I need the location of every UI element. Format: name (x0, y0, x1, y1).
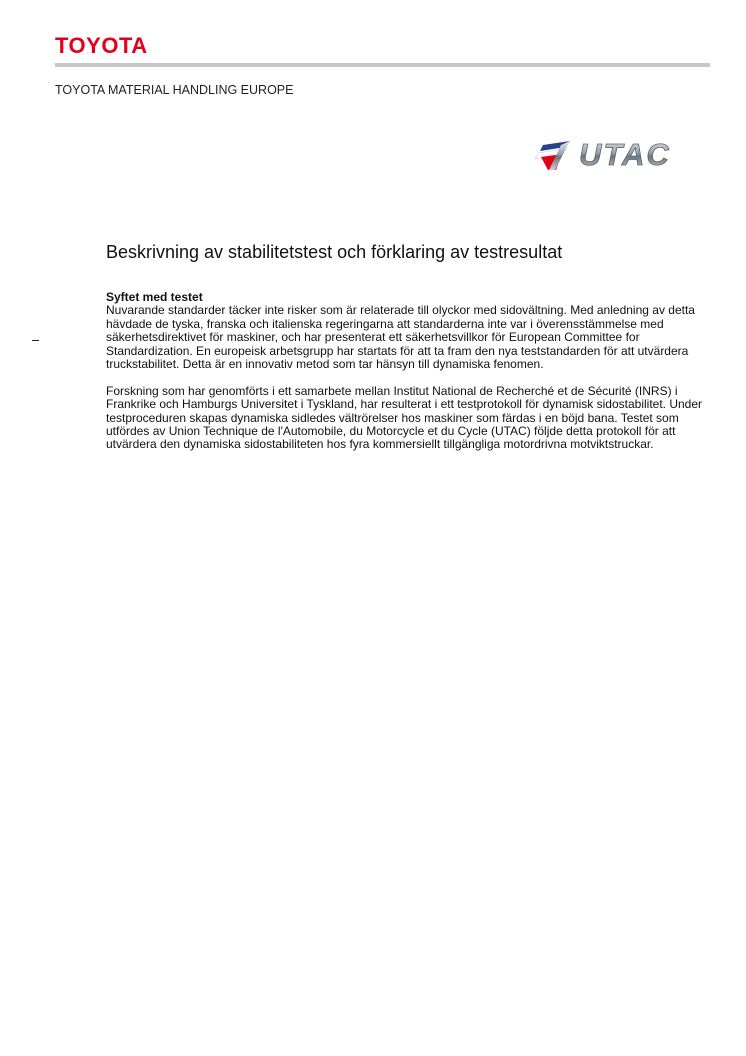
margin-mark (32, 340, 39, 341)
division-name: TOYOTA MATERIAL HANDLING EUROPE (55, 83, 294, 97)
section-purpose (106, 291, 718, 465)
utac-logo (535, 132, 710, 172)
utac-logo-text: UTAC (579, 137, 671, 172)
header-divider (55, 63, 710, 67)
page-title: Beskrivning av stabilitetstest och förklaring av testresultat (106, 242, 563, 262)
toyota-logo: TOYOTA (55, 33, 148, 58)
section-heading: Syftet med testet (106, 290, 203, 304)
paragraph-2: Forskning som har genomförts i ett samarbete mellan Institut National de Recherché et de Sécurité (INRS) i Frankrike och Hamburgs Universitet i Tyskland, har resulterat i ett testprotokoll för dynamisk sidostabilitet. Under testproceduren skapas dynamiska sidledes vältrörelser hos maskiner som färdas i en böjd bana. Testet som utfördes av Union Technique de l'Automobile, du Motorcycle et du Cycle (UTAC) följde detta protokoll för att utvärdera den dynamiska sidostabiliteten hos fyra kommersiellt tillgängliga motordrivna motviktstruckar. (106, 383, 703, 452)
paragraph-1: Nuvarande standarder täcker inte risker som är relaterade till olyckor med sidovältning. Med anledning av detta hävdade de tyska, franska och italienska regeringarna att standarderna inte var i överensstämmelse med säkerhetsdirektivet för maskiner, och har presenterat ett säkerhetsvillkor för European Committee for Standardization. En europeisk arbetsgrupp har startats för att ta fram den nya teststandarden för att utvärdera truckstabilitet. Detta är en innovativ metod som tar hänsyn till dynamiska fenomen. (106, 303, 695, 372)
flag-icon (535, 141, 570, 170)
